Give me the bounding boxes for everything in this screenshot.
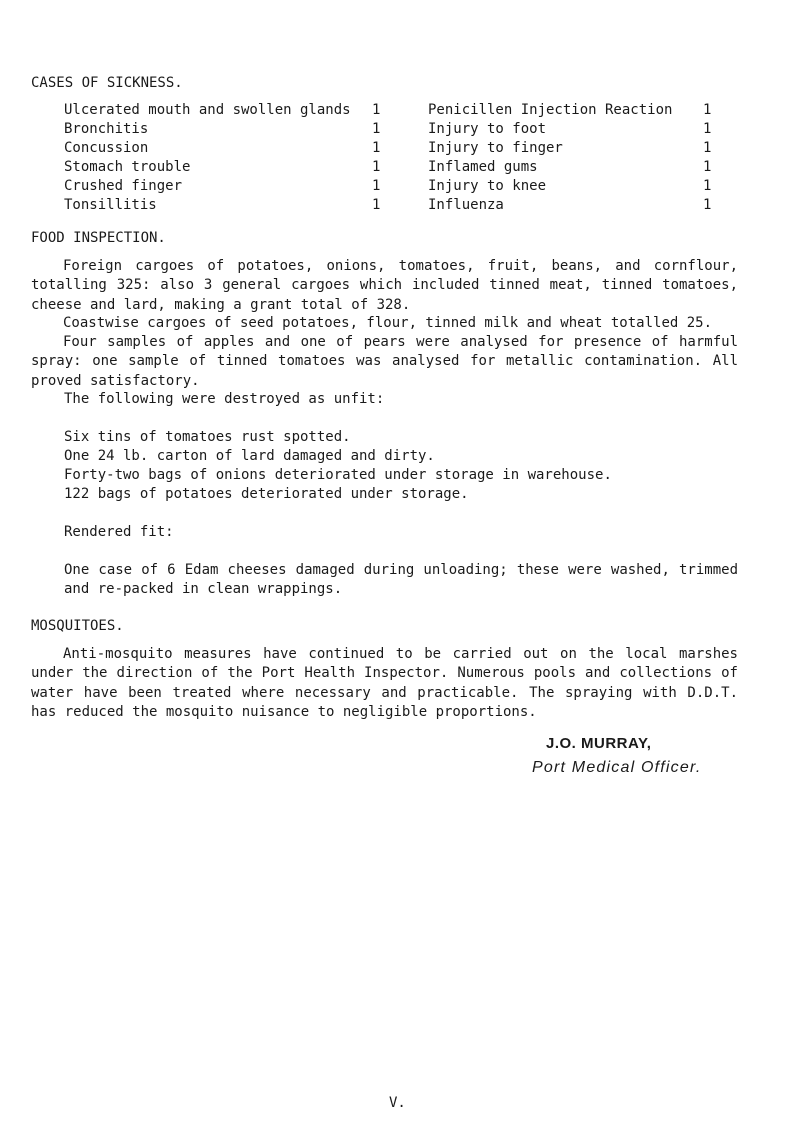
sickness-row	[428, 140, 718, 159]
page-number: V.	[389, 1095, 406, 1111]
sickness-count: 1	[372, 140, 381, 156]
rendered-fit-label: Rendered fit:	[64, 524, 174, 540]
sickness-count: 1	[703, 197, 712, 213]
sickness-row	[64, 197, 384, 216]
sickness-count: 1	[703, 102, 712, 118]
sickness-count: 1	[703, 121, 712, 137]
destroyed-item: Six tins of tomatoes rust spotted.	[64, 429, 351, 445]
sickness-row	[64, 140, 384, 159]
destroyed-item: Forty-two bags of onions deteriorated under storage in warehouse.	[64, 467, 612, 483]
sickness-label: Ulcerated mouth and swollen glands	[64, 102, 351, 118]
signature-title: Port Medical Officer.	[532, 759, 702, 776]
foreign-cargoes-paragraph: Foreign cargoes of potatoes, onions, tomatoes, fruit, beans, and cornflour, totalling 325: also 3 general cargoes which included tinned meat, tinned tomatoes, cheese and lard, making a grant total of 328.	[31, 258, 738, 313]
coastwise-cargoes-paragraph: Coastwise cargoes of seed potatoes, flour, tinned milk and wheat totalled 25.	[63, 315, 713, 331]
sickness-count: 1	[372, 121, 381, 137]
sickness-count: 1	[372, 178, 381, 194]
sickness-row	[428, 159, 718, 178]
sickness-label: Crushed finger	[64, 178, 183, 194]
sickness-row	[428, 121, 718, 140]
sickness-row	[428, 197, 718, 216]
destroyed-item: 122 bags of potatoes deteriorated under storage.	[64, 486, 469, 502]
sickness-label: Injury to finger	[428, 140, 563, 156]
sickness-label: Injury to foot	[428, 121, 547, 137]
sickness-label: Influenza	[428, 197, 504, 213]
rendered-fit-text: One case of 6 Edam cheeses damaged during unloading; these were washed, trimmed and re-packed in clean wrappings.	[64, 562, 738, 598]
sickness-label: Injury to knee	[428, 178, 547, 194]
destroyed-intro: The following were destroyed as unfit:	[64, 391, 385, 407]
sickness-heading: CASES OF SICKNESS.	[31, 75, 183, 91]
food-inspection-heading: FOOD INSPECTION.	[31, 230, 166, 246]
signature-name: J.O. MURRAY,	[546, 735, 652, 752]
sickness-label: Tonsillitis	[64, 197, 157, 213]
sickness-row	[64, 102, 384, 121]
sickness-row	[428, 102, 718, 121]
sickness-count: 1	[703, 178, 712, 194]
sickness-count: 1	[372, 159, 381, 175]
sickness-row	[64, 178, 384, 197]
samples-paragraph: Four samples of apples and one of pears were analysed for presence of harmful spray: one sample of tinned tomatoes was analysed for metallic contamination. All proved satisfactory.	[31, 334, 738, 389]
sickness-count: 1	[372, 197, 381, 213]
sickness-label: Concussion	[64, 140, 149, 156]
mosquitoes-heading: MOSQUITOES.	[31, 618, 124, 634]
mosquitoes-paragraph: Anti-mosquito measures have continued to be carried out on the local marshes under the direction of the Port Health Inspector. Numerous pools and collections of water have been treated where necessary and practicable. The spraying with D.D.T. has reduced the mosquito nuisance to negligible proportions.	[31, 646, 738, 720]
sickness-row	[64, 121, 384, 140]
sickness-row	[428, 178, 718, 197]
sickness-label: Penicillen Injection Reaction	[428, 102, 673, 118]
sickness-count: 1	[703, 159, 712, 175]
sickness-count: 1	[372, 102, 381, 118]
sickness-label: Inflamed gums	[428, 159, 538, 175]
sickness-label: Bronchitis	[64, 121, 149, 137]
sickness-row	[64, 159, 384, 178]
destroyed-item: One 24 lb. carton of lard damaged and dirty.	[64, 448, 435, 464]
sickness-count: 1	[703, 140, 712, 156]
sickness-label: Stomach trouble	[64, 159, 191, 175]
